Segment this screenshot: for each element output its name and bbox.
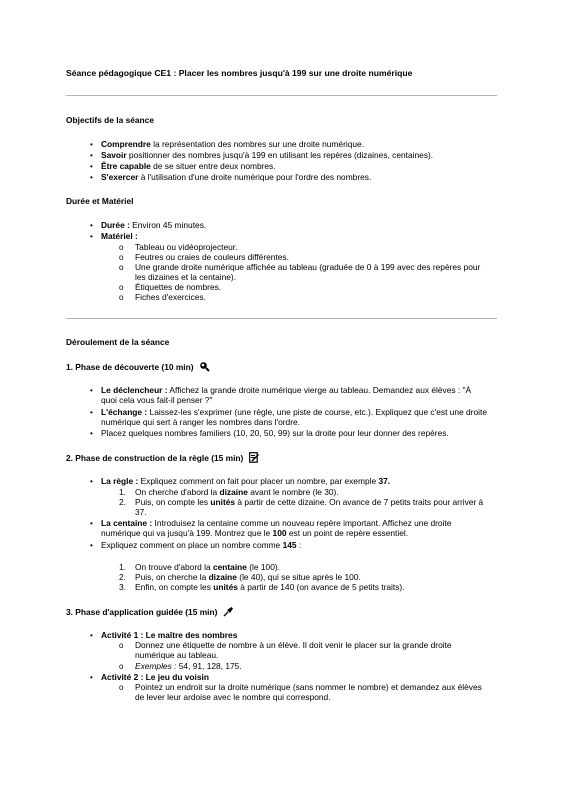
sub-bullet: o xyxy=(119,243,124,252)
bullet: • xyxy=(90,673,93,682)
list-item: La centaine : Introduisez la centaine comme un nouveau repère important. Affichez une droite xyxy=(101,518,452,528)
sub-bullet: o xyxy=(119,263,124,272)
bullet: • xyxy=(90,221,93,230)
step-number: 3. xyxy=(119,582,126,592)
list-item: Placez quelques nombres familiers (10, 20, 50, 99) sur la droite pour leur donner des repères. xyxy=(101,428,449,438)
list-item: Le déclencheur : Affichez la grande droite numérique vierge au tableau. Demandez aux élèves : "À xyxy=(101,385,472,395)
bullet: • xyxy=(90,631,93,640)
sub-item: Tableau ou vidéoprojecteur. xyxy=(135,242,238,252)
bullet: • xyxy=(90,140,93,149)
bullet: • xyxy=(90,477,93,486)
sub-item-continued: de lever leur ardoise avec le nombre qui correspond. xyxy=(135,692,331,702)
sub-item: Fiches d'exercices. xyxy=(135,292,206,302)
bullet: • xyxy=(90,386,93,395)
bullet: • xyxy=(90,232,93,241)
list-item: Activité 2 : Le jeu du voisin xyxy=(101,672,209,682)
sub-item: Exemples : 54, 91, 128, 175. xyxy=(135,661,242,671)
sub-item: Donnez une étiquette de nombre à un élève. Il doit venir le placer sur la grande droite xyxy=(135,640,452,650)
list-item-continued: numérique qui va jusqu'à 199. Montrez que le 100 est un point de repère essentiel. xyxy=(101,528,409,538)
list-item: Matériel : xyxy=(101,231,138,241)
document-title: Séance pédagogique CE1 : Placer les nombres jusqu'à 199 sur une droite numérique xyxy=(66,68,413,78)
section-heading-duree: Durée et Matériel xyxy=(66,196,134,206)
phase3-heading: 3. Phase d'application guidée (15 min) xyxy=(66,606,234,620)
divider xyxy=(66,318,497,319)
bullet: • xyxy=(90,519,93,528)
bullet: • xyxy=(90,173,93,182)
sub-item-continued: les dizaines et la centaine). xyxy=(135,272,237,282)
list-item: Savoir positionner des nombres jusqu'à 199 en utilisant les repères (dizaines, centaines). xyxy=(101,150,434,160)
bullet: • xyxy=(90,429,93,438)
step-text: Puis, on compte les unités à partir de cette dizaine. On avance de 7 petits traits pour arriver à xyxy=(135,497,484,507)
step-text: Enfin, on compte les unités à partir de 140 (on avance de 5 petits traits). xyxy=(135,582,405,592)
bullet: • xyxy=(90,162,93,171)
magnifier-icon xyxy=(199,361,210,375)
memo-icon xyxy=(249,452,259,466)
sub-bullet: o xyxy=(119,662,124,671)
divider xyxy=(66,95,497,96)
list-item: Durée : Environ 45 minutes. xyxy=(101,220,207,230)
sub-bullet: o xyxy=(119,293,124,302)
step-text: Puis, on cherche la dizaine (le 40), qui se situe après le 100. xyxy=(135,572,361,582)
list-item: L'échange : Laissez-les s'exprimer (une règle, une piste de course, etc.). Expliquez que c'est une droite xyxy=(101,407,487,417)
sub-bullet: o xyxy=(119,683,124,692)
pushpin-icon xyxy=(223,606,234,620)
list-item: Expliquez comment on place un nombre comme 145 : xyxy=(101,540,302,550)
step-text: On cherche d'abord la dizaine avant le nombre (le 30). xyxy=(135,487,339,497)
step-number: 2. xyxy=(119,497,126,507)
bullet: • xyxy=(90,408,93,417)
sub-bullet: o xyxy=(119,283,124,292)
step-number: 2. xyxy=(119,572,126,582)
bullet: • xyxy=(90,541,93,550)
sub-bullet: o xyxy=(119,641,124,650)
list-item: Comprendre la représentation des nombres sur une droite numérique. xyxy=(101,139,365,149)
sub-item: Pointez un endroit sur la droite numérique (sans nommer le nombre) et demandez aux élèves xyxy=(135,682,482,692)
step-number: 1. xyxy=(119,562,126,572)
list-item: Être capable de se situer entre deux nombres. xyxy=(101,161,276,171)
sub-item: Étiquettes de nombres. xyxy=(135,282,222,292)
section-heading-objectifs: Objectifs de la séance xyxy=(66,115,154,125)
sub-bullet: o xyxy=(119,253,124,262)
section-heading-deroulement: Déroulement de la séance xyxy=(66,337,170,347)
sub-item-continued: numérique au tableau. xyxy=(135,650,219,660)
step-number: 1. xyxy=(119,487,126,497)
list-item-continued: numérique qui sert à ranger les nombres dans l'ordre. xyxy=(101,417,300,427)
step-text-continued: 37. xyxy=(135,507,147,517)
phase2-heading: 2. Phase de construction de la règle (15 min) xyxy=(66,452,259,466)
phase1-heading: 1. Phase de découverte (10 min) xyxy=(66,361,210,375)
list-item: S'exercer à l'utilisation d'une droite numérique pour l'ordre des nombres. xyxy=(101,172,372,182)
list-item: Activité 1 : Le maître des nombres xyxy=(101,630,238,640)
sub-item: Feutres ou craies de couleurs différentes. xyxy=(135,252,289,262)
list-item-continued: quoi cela vous fait-il penser ?" xyxy=(101,395,213,405)
sub-item: Une grande droite numérique affichée au tableau (graduée de 0 à 199 avec des repères pour xyxy=(135,262,481,272)
list-item: La règle : Expliquez comment on fait pour placer un nombre, par exemple 37. xyxy=(101,476,391,486)
step-text: On trouve d'abord la centaine (le 100). xyxy=(135,562,280,572)
bullet: • xyxy=(90,151,93,160)
